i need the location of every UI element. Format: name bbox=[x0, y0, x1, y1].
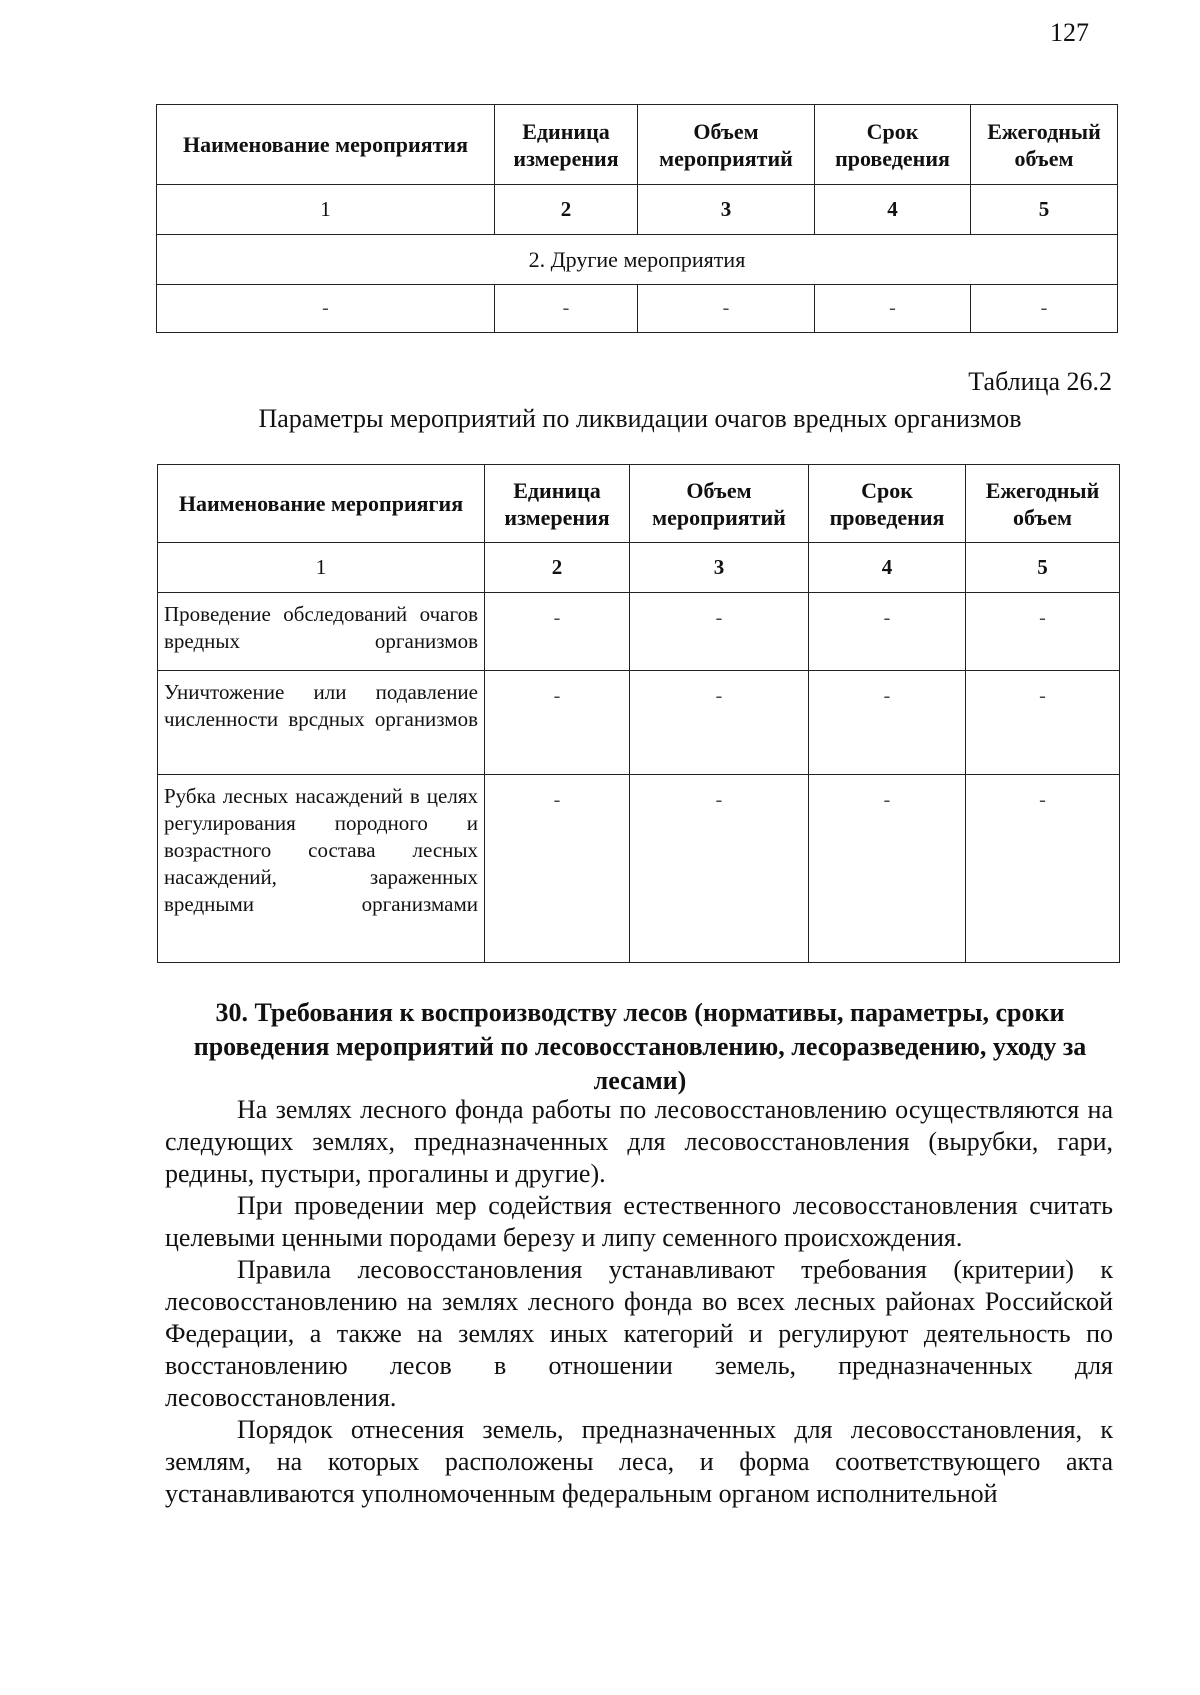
column-header: Ежегодный объем bbox=[971, 105, 1118, 185]
table-cell: - bbox=[971, 285, 1118, 333]
section-heading: 30. Требования к воспроизводству лесов (нормативы, параметры, сроки проведения мероприятий по лесовосстановлению, лесоразведению, уходу за лесами) bbox=[193, 998, 1087, 1095]
column-header: Срок проведения bbox=[809, 465, 966, 543]
table-cell: - bbox=[485, 775, 630, 963]
column-header: Наименование мероприятия bbox=[157, 105, 495, 185]
column-number: 5 bbox=[971, 185, 1118, 235]
column-header: Объем мероприятий bbox=[638, 105, 815, 185]
paragraph: Правила лесовосстановления устанавливают требования (критерии) к лесовосстановлению на землях лесного фонда во всех лесных районах Российской Федерации, а также на землях иных категорий и регулируют деятельность по восстановлению лесов в отношении земель, предназначенных для лесовосстановления. bbox=[165, 1255, 1113, 1412]
column-number: 1 bbox=[158, 543, 485, 593]
activity-name: Уничтожение или подавление численности врсдных организмов bbox=[158, 671, 485, 775]
activity-name: Рубка лесных насаждений в целях регулирования породного и возрастного состава лесных насаждений, зараженных вредными организмами bbox=[158, 775, 485, 963]
column-number: 3 bbox=[630, 543, 809, 593]
column-header: Ежегодный объем bbox=[966, 465, 1120, 543]
column-header: Единица измерения bbox=[495, 105, 638, 185]
activity-name: Проведение обследований очагов вредных организмов bbox=[158, 593, 485, 671]
column-number: 1 bbox=[157, 185, 495, 235]
table-cell: - bbox=[966, 775, 1120, 963]
paragraph: На землях лесного фонда работы по лесовосстановлению осуществляются на следующих землях, предназначенных для лесовосстановления (вырубки, гари, редины, пустыри, прогалины и другие). bbox=[165, 1095, 1113, 1188]
page-number: 127 bbox=[1050, 18, 1089, 47]
table-cell: - bbox=[485, 593, 630, 671]
column-header: Объем мероприятий bbox=[630, 465, 809, 543]
table-cell: - bbox=[809, 671, 966, 775]
table-cell: - bbox=[966, 593, 1120, 671]
table-cell: - bbox=[485, 671, 630, 775]
table-cell: - bbox=[157, 285, 495, 333]
body-text bbox=[165, 1094, 1113, 1510]
table-caption: Параметры мероприятий по ликвидации очагов вредных организмов bbox=[258, 404, 1022, 433]
column-header: Единица измерения bbox=[485, 465, 630, 543]
table-cell: - bbox=[809, 593, 966, 671]
pest-control-table bbox=[157, 464, 1120, 963]
table-cell: - bbox=[630, 671, 809, 775]
table-cell: - bbox=[630, 775, 809, 963]
table-cell: - bbox=[638, 285, 815, 333]
paragraph: При проведении мер содействия естественного лесовосстановления считать целевыми ценными породами березу и липу семенного происхождения. bbox=[165, 1191, 1113, 1252]
activities-table bbox=[156, 104, 1118, 333]
table-label: Таблица 26.2 bbox=[968, 367, 1112, 396]
table-cell: - bbox=[630, 593, 809, 671]
column-number: 5 bbox=[966, 543, 1120, 593]
paragraph: Порядок отнесения земель, предназначенных для лесовосстановления, к землям, на которых расположены леса, и форма соответствующего акта устанавливаются уполномоченным федеральным органом исполнительной bbox=[165, 1415, 1113, 1508]
column-number: 4 bbox=[809, 543, 966, 593]
section-row: 2. Другие мероприятия bbox=[157, 235, 1118, 285]
table-cell: - bbox=[809, 775, 966, 963]
column-header: Наименование мероприягия bbox=[158, 465, 485, 543]
column-header: Срок проведения bbox=[815, 105, 971, 185]
table-cell: - bbox=[815, 285, 971, 333]
table-cell: - bbox=[495, 285, 638, 333]
column-number: 2 bbox=[495, 185, 638, 235]
table-cell: - bbox=[966, 671, 1120, 775]
column-number: 4 bbox=[815, 185, 971, 235]
column-number: 3 bbox=[638, 185, 815, 235]
column-number: 2 bbox=[485, 543, 630, 593]
